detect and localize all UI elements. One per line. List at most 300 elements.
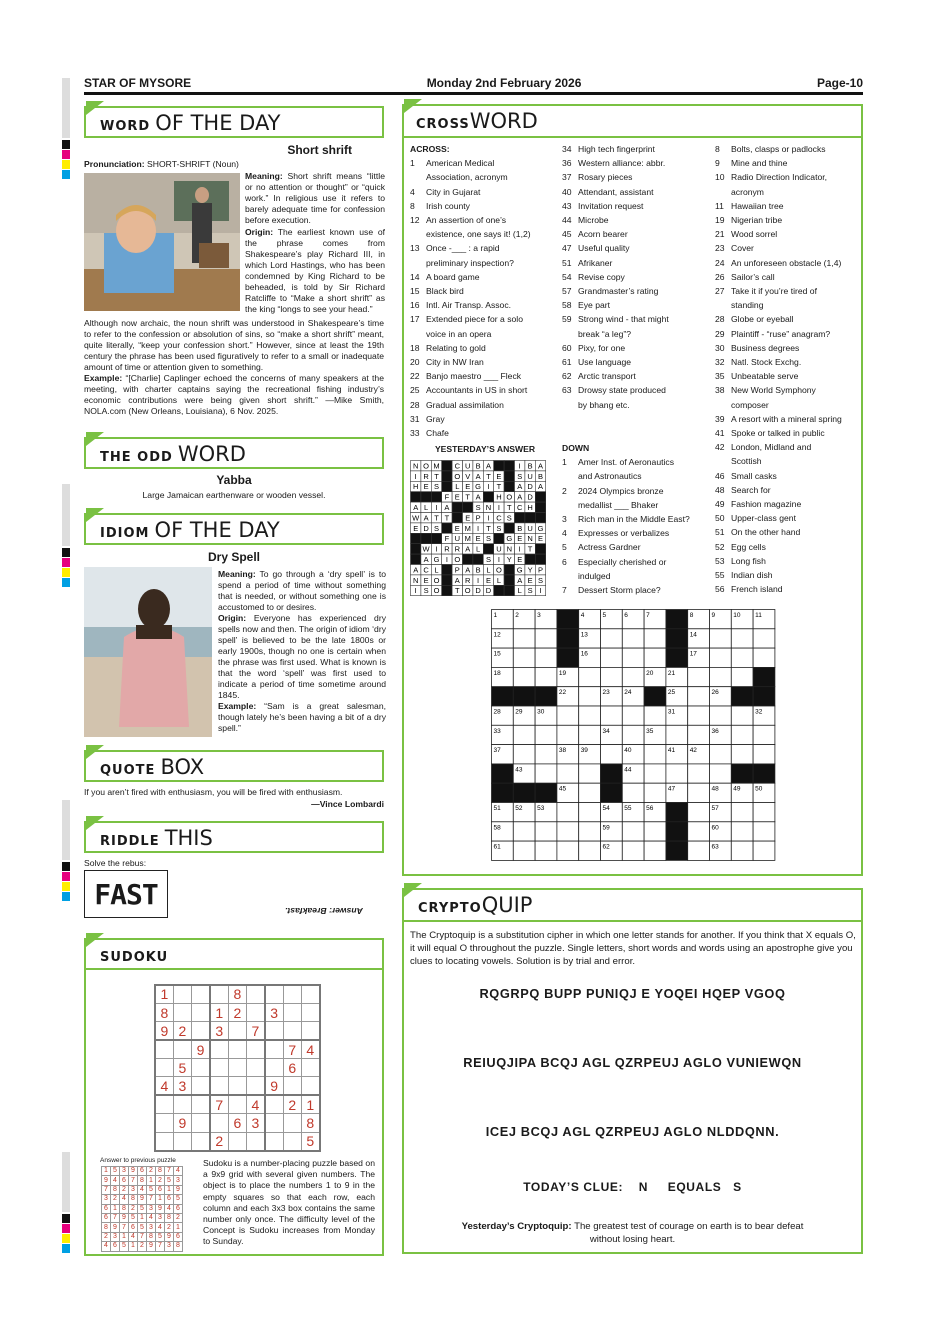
sudoku-cell[interactable]: 7 — [283, 1040, 301, 1058]
crossword-cell[interactable] — [753, 629, 775, 648]
across-clue: 20 City in NW Iran — [410, 357, 484, 368]
yesterday-letter: Y — [527, 565, 533, 575]
crossword-cell[interactable] — [557, 841, 579, 860]
sudoku-answer-cell: 6 — [156, 1185, 165, 1194]
across-clue: 1 American Medical — [410, 158, 495, 169]
sudoku-cell[interactable]: 8 — [301, 1114, 319, 1132]
sudoku-cell[interactable] — [283, 1114, 301, 1132]
crossword-cell[interactable] — [535, 841, 557, 860]
sudoku-cell[interactable] — [192, 1022, 210, 1040]
sudoku-cell[interactable] — [210, 1059, 228, 1077]
crossword-cell[interactable] — [535, 764, 557, 783]
sudoku-cell[interactable] — [246, 1132, 264, 1150]
crossword-cell[interactable] — [644, 841, 666, 860]
cryptoquip-line-3: ICEJ BCQJ AGL QZRPEUJ AGLO NLDDQNN. — [485, 1124, 780, 1139]
sudoku-cell[interactable]: 1 — [210, 1003, 228, 1021]
crossword-number: 40 — [624, 747, 632, 755]
word-of-day-word: Short shrift — [287, 143, 352, 157]
sudoku-answer-cell: 9 — [111, 1223, 120, 1232]
yesterday-letter: O — [506, 492, 513, 502]
crossword-cell[interactable] — [753, 841, 775, 860]
crossword-cell[interactable] — [622, 783, 644, 802]
crossword-cell[interactable] — [535, 745, 557, 764]
yesterday-letter: E — [454, 523, 460, 533]
reg-mark-magenta — [62, 558, 70, 567]
yesterday-letter: I — [497, 555, 500, 564]
yesterday-letter: H — [412, 482, 419, 492]
sudoku-cell[interactable]: 7 — [210, 1095, 228, 1113]
crossword-cell[interactable] — [601, 629, 623, 648]
sudoku-cell[interactable]: 1 — [301, 1095, 319, 1113]
sudoku-cell[interactable] — [192, 985, 210, 1003]
crossword-cell[interactable] — [731, 667, 753, 686]
crossword-cell[interactable] — [601, 648, 623, 667]
sudoku-cell[interactable]: 1 — [155, 985, 173, 1003]
sudoku-cell[interactable] — [228, 1077, 246, 1095]
sudoku-cell[interactable]: 5 — [301, 1132, 319, 1150]
across-clue: 4 City in Gujarat — [410, 186, 481, 197]
crossword-cell[interactable] — [557, 803, 579, 822]
crossword-cell[interactable] — [644, 648, 666, 667]
down-clue: 29 Plaintiff - “ruse” anagram? — [715, 328, 831, 339]
crossword-number: 24 — [624, 689, 632, 697]
crossword-block — [731, 764, 753, 783]
crossword-cell[interactable] — [622, 725, 644, 744]
sudoku-answer-cell: 7 — [147, 1195, 156, 1204]
crossword-number: 31 — [667, 708, 676, 716]
crossword-cell[interactable] — [622, 706, 644, 725]
yesterday-letter: S — [496, 523, 502, 533]
sudoku-cell[interactable]: 6 — [228, 1114, 246, 1132]
down-clue: 5 Actress Gardner — [562, 542, 641, 553]
crossword-cell[interactable] — [579, 803, 601, 822]
crossword-number: 5 — [602, 612, 607, 619]
sudoku-cell[interactable] — [228, 1059, 246, 1077]
across-clue: 22 Banjo maestro ___ Fleck — [410, 371, 522, 382]
crossword-cell[interactable] — [666, 725, 688, 744]
sudoku-cell[interactable] — [228, 1022, 246, 1040]
crossword-cell[interactable] — [644, 822, 666, 841]
crossword-cell[interactable] — [731, 648, 753, 667]
crossword-cell[interactable] — [731, 803, 753, 822]
sudoku-cell[interactable] — [246, 1077, 264, 1095]
yesterday-letter: S — [433, 482, 440, 492]
crossword-across-clues-2 — [562, 142, 714, 412]
crossword-cell[interactable] — [688, 822, 710, 841]
yesterday-letter: I — [497, 503, 500, 512]
sudoku-cell[interactable] — [301, 1077, 319, 1095]
schoolboy-photo — [84, 173, 240, 311]
sudoku-cell[interactable] — [192, 1059, 210, 1077]
odd-word-word: Yabba — [216, 473, 252, 487]
yesterday-letter: S — [423, 586, 429, 596]
yesterday-letter: C — [454, 461, 461, 471]
sudoku-answer-cell: 9 — [129, 1167, 138, 1176]
crossword-cell[interactable] — [731, 745, 753, 764]
sudoku-cell[interactable] — [173, 985, 191, 1003]
yesterday-letter: L — [434, 565, 439, 575]
reg-mark-black — [62, 1214, 70, 1223]
yesterday-cell — [442, 565, 452, 575]
quote-author: —Vince Lombardi — [311, 799, 384, 809]
crossword-cell[interactable] — [710, 648, 732, 667]
sudoku-answer-cell: 2 — [120, 1185, 129, 1194]
crossword-cell[interactable] — [644, 745, 666, 764]
yesterday-letter: O — [454, 471, 461, 481]
sudoku-cell[interactable] — [155, 1114, 173, 1132]
crossword-cell[interactable] — [731, 841, 753, 860]
across-clue: 14 A board game — [410, 271, 480, 282]
crossword-cell[interactable] — [579, 822, 601, 841]
crossword-cell[interactable] — [557, 764, 579, 783]
sudoku-cell[interactable]: 2 — [283, 1095, 301, 1113]
yesterday-letter: S — [527, 586, 533, 596]
sudoku-cell[interactable] — [173, 1003, 191, 1021]
crossword-cell[interactable] — [601, 667, 623, 686]
sudoku-cell[interactable]: 3 — [246, 1114, 264, 1132]
sudoku-cell[interactable] — [228, 1132, 246, 1150]
crossword-cell[interactable] — [753, 803, 775, 822]
crossword-cell[interactable] — [535, 629, 557, 648]
crossword-cell[interactable] — [753, 725, 775, 744]
across-clue: existence, one says it! (1,2) — [426, 229, 531, 240]
crossword-cell[interactable] — [622, 629, 644, 648]
crossword-cell[interactable] — [513, 745, 535, 764]
yesterday-cell — [463, 554, 473, 564]
yesterday-letter: U — [527, 471, 533, 481]
crossword-block — [535, 783, 557, 802]
sudoku-cell[interactable] — [228, 1040, 246, 1058]
yesterday-letter: W — [422, 544, 430, 554]
crossword-down-clues — [562, 441, 714, 597]
sudoku-cell[interactable] — [192, 1077, 210, 1095]
crossword-cell[interactable] — [579, 764, 601, 783]
crossword-cell[interactable] — [579, 841, 601, 860]
yesterday-letter: P — [537, 565, 544, 575]
crossword-cell[interactable] — [513, 725, 535, 744]
crossword-number: 8 — [689, 612, 694, 619]
yesterday-letter: R — [454, 544, 461, 554]
sudoku-cell[interactable] — [301, 985, 319, 1003]
sudoku-cell[interactable]: 9 — [265, 1077, 283, 1095]
yesterday-letter: I — [487, 482, 490, 492]
yesterday-letter: B — [475, 461, 481, 471]
sudoku-cell[interactable]: 3 — [173, 1077, 191, 1095]
sudoku-answer-cell: 9 — [120, 1213, 129, 1222]
yesterday-cell — [504, 461, 514, 471]
crossword-cell[interactable] — [710, 745, 732, 764]
crossword-cell[interactable] — [622, 822, 644, 841]
yesterday-letter: G — [516, 565, 523, 575]
across-clue: 28 Gradual assimilation — [410, 399, 504, 410]
riddle-heading: RIDDLE THIS — [100, 826, 213, 850]
crossword-number: 37 — [493, 747, 501, 755]
yesterday-letter: T — [444, 513, 450, 523]
yesterday-letter: A — [444, 503, 450, 512]
crossword-cell[interactable] — [666, 764, 688, 783]
sudoku-answer-cell: 2 — [111, 1195, 120, 1204]
crossword-cell[interactable] — [579, 687, 601, 706]
crossword-cell[interactable] — [644, 764, 666, 783]
sudoku-cell[interactable] — [265, 1059, 283, 1077]
sudoku-answer-cell: 2 — [156, 1176, 165, 1185]
yesterday-cell — [473, 554, 483, 564]
crossword-block — [666, 648, 688, 667]
cryptoquip-line-2: REIUQJIPA BCQJ AGL QZRPEUJ AGLO VUNIEWQN — [463, 1055, 802, 1070]
crossword-cell[interactable] — [688, 783, 710, 802]
sudoku-cell[interactable]: 8 — [155, 1003, 173, 1021]
reg-mark-cyan — [62, 1244, 70, 1253]
sudoku-cell[interactable] — [265, 1132, 283, 1150]
sudoku-cell[interactable]: 3 — [210, 1022, 228, 1040]
sudoku-cell[interactable] — [283, 1077, 301, 1095]
sudoku-answer-cell: 5 — [165, 1176, 174, 1185]
across-clue: 31 Gray — [410, 413, 445, 424]
yesterday-cell — [504, 481, 514, 491]
yesterday-letter: I — [477, 523, 480, 533]
cryptoquip-line-1: RQGRPQ BUPP PUNIQJ E YOQEI HQEP VGOQ — [479, 986, 786, 1001]
sudoku-cell[interactable] — [246, 1040, 264, 1058]
crossword-cell[interactable] — [644, 783, 666, 802]
word-of-day-origin-continued: Although now archaic, the noun shrift was understood in Shakespeare’s time to refer to the confession or absolution of sins, so “make a short shrift” meant, quite literally, “keep your confession short.” However, since at least the 19th century the phrase has been used figuratively to refer to a small or inadequate amount of time or attention given to something. Example: “[Charlie] Caplinger echoed the concerns of many speakers at the meeting, with charter captains saying the recreational fishing industry’s economic contributions were being given short shrift.” —Mike Smith, NOLA.com (New Orleans, Louisiana), 6 Nov. 2025. — [84, 318, 384, 416]
sudoku-cell[interactable]: 9 — [173, 1114, 191, 1132]
word-of-day-heading: WORD OF THE DAY — [100, 111, 281, 135]
crossword-cell[interactable] — [579, 706, 601, 725]
sudoku-cell[interactable] — [246, 1003, 264, 1021]
down-clue: 3 Rich man in the Middle East? — [562, 514, 690, 525]
yesterday-letter: S — [506, 513, 512, 523]
crossword-cell[interactable] — [535, 725, 557, 744]
sudoku-answer-cell: 8 — [120, 1204, 129, 1213]
yesterday-letter: A — [423, 555, 429, 564]
sudoku-cell[interactable] — [173, 1095, 191, 1113]
yesterday-cell — [504, 585, 514, 595]
sudoku-answer-cell: 4 — [138, 1185, 147, 1194]
crossword-cell[interactable] — [731, 822, 753, 841]
crossword-number: 63 — [711, 843, 719, 851]
sudoku-answer-cell: 3 — [174, 1176, 183, 1185]
sudoku-cell[interactable] — [210, 1077, 228, 1095]
crossword-number: 35 — [646, 727, 654, 735]
sudoku-cell[interactable] — [155, 1132, 173, 1150]
sudoku-answer-cell: 6 — [174, 1232, 183, 1241]
sudoku-cell[interactable]: 5 — [173, 1059, 191, 1077]
crossword-cell[interactable] — [513, 822, 535, 841]
sudoku-answer-cell: 9 — [165, 1232, 174, 1241]
down-label: DOWN — [562, 443, 590, 453]
crossword-cell[interactable] — [731, 706, 753, 725]
across-clue: 33 Chafe — [410, 428, 449, 439]
down-clue: 19 Nigerian tribe — [715, 215, 783, 226]
crossword-cell[interactable] — [688, 725, 710, 744]
sudoku-cell[interactable] — [283, 1003, 301, 1021]
crossword-number: 15 — [493, 650, 501, 658]
yesterday-letter: T — [455, 586, 460, 596]
sudoku-answer-cell: 1 — [111, 1204, 120, 1213]
sudoku-cell[interactable]: 2 — [210, 1132, 228, 1150]
crossword-number: 48 — [711, 785, 719, 793]
yesterday-letter: E — [537, 534, 544, 544]
sudoku-cell[interactable] — [228, 1095, 246, 1113]
sudoku-cell[interactable] — [192, 1095, 210, 1113]
sudoku-cell[interactable] — [265, 1095, 283, 1113]
sudoku-cell[interactable] — [265, 985, 283, 1003]
sudoku-cell[interactable] — [301, 1003, 319, 1021]
sudoku-cell[interactable] — [155, 1059, 173, 1077]
crossword-block — [492, 783, 514, 802]
crossword-cell[interactable] — [731, 629, 753, 648]
sudoku-answer-cell: 9 — [174, 1185, 183, 1194]
crossword-cell[interactable] — [622, 841, 644, 860]
sudoku-cell[interactable] — [265, 1040, 283, 1058]
down-clue: 49 Fashion magazine — [715, 499, 802, 510]
sudoku-cell[interactable] — [173, 1040, 191, 1058]
crossword-block — [666, 610, 688, 629]
sudoku-cell[interactable]: 8 — [228, 985, 246, 1003]
crossword-cell[interactable] — [688, 687, 710, 706]
crossword-cell[interactable] — [535, 648, 557, 667]
crossword-cell[interactable] — [710, 667, 732, 686]
crossword-cell[interactable] — [622, 667, 644, 686]
page-number: Page-10 — [816, 76, 863, 90]
across-clue: 54 Revise copy — [562, 271, 625, 282]
sudoku-cell[interactable] — [155, 1040, 173, 1058]
yesterday-cell — [452, 502, 462, 512]
sudoku-cell[interactable] — [210, 985, 228, 1003]
crossword-cell[interactable] — [557, 725, 579, 744]
crossword-block — [601, 783, 623, 802]
crossword-cell[interactable] — [513, 648, 535, 667]
crossword-cell[interactable] — [557, 706, 579, 725]
sudoku-cell[interactable] — [246, 985, 264, 1003]
sudoku-cell[interactable] — [283, 1022, 301, 1040]
down-clue: composer — [731, 399, 769, 410]
sudoku-answer-cell: 1 — [165, 1185, 174, 1194]
yesterday-letter: O — [433, 575, 440, 585]
crossword-cell[interactable] — [644, 629, 666, 648]
crossword-cell[interactable] — [579, 783, 601, 802]
crossword-cell[interactable] — [513, 841, 535, 860]
yesterday-letter: E — [454, 492, 460, 502]
yesterday-letter: I — [487, 513, 490, 523]
yesterday-letter: E — [423, 575, 429, 585]
yesterday-cell — [535, 554, 545, 564]
sudoku-grid — [154, 984, 321, 1152]
crossword-cell[interactable] — [753, 745, 775, 764]
yesterday-letter: G — [506, 534, 513, 544]
crossword-cell[interactable] — [688, 841, 710, 860]
sudoku-cell[interactable] — [192, 1003, 210, 1021]
yesterday-cell — [525, 513, 535, 523]
across-clue: 15 Black bird — [410, 286, 464, 297]
sudoku-answer-cell: 6 — [111, 1242, 120, 1251]
yesterday-letter: L — [476, 544, 481, 554]
yesterday-letter: E — [517, 555, 523, 564]
sudoku-answer-cell: 6 — [102, 1204, 111, 1213]
yesterday-letter: I — [435, 544, 438, 554]
crossword-block — [666, 822, 688, 841]
crossword-cell[interactable] — [644, 706, 666, 725]
sudoku-cell[interactable] — [192, 1132, 210, 1150]
crossword-number: 26 — [711, 689, 719, 697]
crossword-cell[interactable] — [731, 725, 753, 744]
sudoku-cell[interactable]: 2 — [173, 1022, 191, 1040]
crossword-number: 2 — [515, 612, 519, 619]
crossword-cell[interactable] — [753, 648, 775, 667]
crossword-cell[interactable] — [710, 706, 732, 725]
crossword-cell[interactable] — [688, 764, 710, 783]
crossword-cell[interactable] — [535, 667, 557, 686]
sudoku-cell[interactable] — [301, 1022, 319, 1040]
sudoku-cell[interactable]: 6 — [283, 1059, 301, 1077]
sudoku-cell[interactable]: 4 — [246, 1095, 264, 1113]
crossword-cell[interactable] — [688, 706, 710, 725]
crossword-number: 42 — [689, 747, 697, 755]
sudoku-cell[interactable]: 9 — [155, 1022, 173, 1040]
down-clue: 53 Long fish — [715, 555, 766, 566]
across-clue: 34 High tech fingerprint — [562, 144, 655, 154]
yesterday-letter: E — [413, 523, 419, 533]
crossword-cell[interactable] — [601, 706, 623, 725]
header-rule — [84, 92, 863, 95]
sudoku-cell[interactable]: 7 — [246, 1022, 264, 1040]
sudoku-cell[interactable]: 9 — [192, 1040, 210, 1058]
yesterday-letter: I — [445, 555, 448, 564]
crossword-cell[interactable] — [579, 725, 601, 744]
crossword-cell[interactable] — [601, 745, 623, 764]
yesterday-letter: A — [475, 471, 481, 481]
sudoku-cell[interactable] — [192, 1114, 210, 1132]
down-clue: 4 Expresses or verbalizes — [562, 528, 670, 539]
sudoku-cell[interactable] — [265, 1022, 283, 1040]
sudoku-cell[interactable] — [283, 1132, 301, 1150]
yesterday-letter: F — [444, 492, 450, 502]
sudoku-cell[interactable] — [265, 1114, 283, 1132]
yesterday-letter: I — [518, 544, 521, 554]
crossword-cell[interactable] — [688, 803, 710, 822]
sudoku-cell[interactable] — [246, 1059, 264, 1077]
sudoku-answer-cell: 2 — [138, 1242, 147, 1251]
sudoku-cell[interactable] — [173, 1132, 191, 1150]
crossword-cell[interactable] — [513, 629, 535, 648]
crossword-cell[interactable] — [513, 667, 535, 686]
yesterday-letter: O — [423, 461, 430, 471]
crossword-cell[interactable] — [535, 822, 557, 841]
sudoku-cell[interactable] — [210, 1040, 228, 1058]
sudoku-cell[interactable] — [283, 985, 301, 1003]
crossword-cell[interactable] — [710, 764, 732, 783]
crossword-cell[interactable] — [579, 667, 601, 686]
sudoku-cell[interactable]: 4 — [301, 1040, 319, 1058]
crossword-cell[interactable] — [753, 822, 775, 841]
sudoku-cell[interactable] — [301, 1059, 319, 1077]
sudoku-cell[interactable]: 3 — [265, 1003, 283, 1021]
sudoku-cell[interactable]: 4 — [155, 1077, 173, 1095]
crossword-number: 41 — [667, 747, 676, 755]
sudoku-answer-cell: 1 — [102, 1167, 111, 1176]
crossword-cell[interactable] — [557, 822, 579, 841]
crossword-cell[interactable] — [688, 667, 710, 686]
crossword-cell[interactable] — [622, 648, 644, 667]
sudoku-cell[interactable]: 2 — [228, 1003, 246, 1021]
sudoku-cell[interactable] — [155, 1095, 173, 1113]
down-clue: standing — [731, 300, 764, 311]
across-clue: 62 Arctic transport — [562, 371, 636, 382]
down-clue: 27 Take it if you’re tired of — [715, 286, 817, 297]
yesterday-cell — [515, 513, 525, 523]
crossword-cell[interactable] — [710, 629, 732, 648]
sudoku-cell[interactable] — [210, 1114, 228, 1132]
